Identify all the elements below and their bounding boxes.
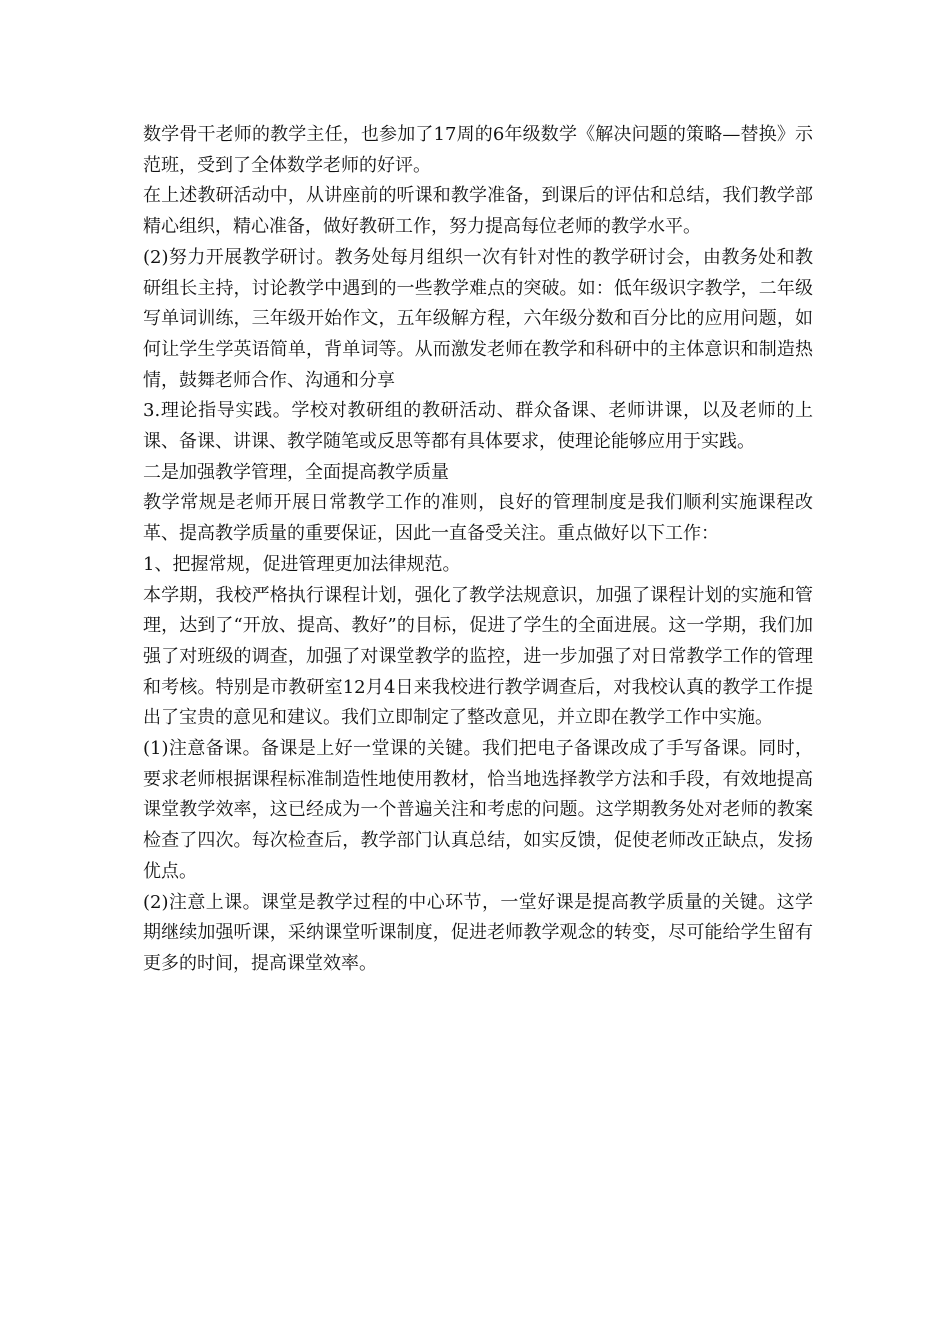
paragraph-6: 教学常规是老师开展日常教学工作的准则，良好的管理制度是我们顺利实施课程改革、提高教学质量的重要保证，因此一直备受关注。重点做好以下工作： <box>143 492 813 545</box>
section-heading: 二是加强教学管理，全面提高教学质量 <box>143 461 449 483</box>
paragraph-8: 本学期，我校严格执行课程计划，强化了教学法规意识，加强了课程计划的实施和管理，达到了“开放、提高、教好”的目标，促进了学生的全面进展。这一学期，我们加强了对班级的调查，加强了对课堂教学的监控，进一步加强了对日常教学工作的管理和考核。特别是市教研室12月4日来我校进行教学调查后，对我校认真的教学工作提出了宝贵的意见和建议。我们立即制定了整改意见，并立即在教学工作中实施。 <box>143 584 813 729</box>
paragraph-3: (2)努力开展教学研讨。教务处每月组织一次有针对性的教学研讨会，由教务处和教研组长主持，讨论教学中遇到的一些教学难点的突破。如：低年级识字教学，二年级写单词训练，三年级开始作文，五年级解方程，六年级分数和百分比的应用问题，如何让学生学英语简单，背单词等。从而激发老师在教学和科研中的主体意识和制造热情，鼓舞老师合作、沟通和分享 <box>143 246 813 391</box>
document-page <box>143 120 813 980</box>
paragraph-9: (1)注意备课。备课是上好一堂课的关键。我们把电子备课改成了手写备课。同时，要求老师根据课程标准制造性地使用教材，恰当地选择教学方法和手段，有效地提高课堂教学效率，这已经成为一个普遍关注和考虑的问题。这学期教务处对老师的教案检查了四次。每次检查后，教学部门认真总结，如实反馈，促使老师改正缺点，发扬优点。 <box>143 738 813 882</box>
paragraph-4: 3.理论指导实践。学校对教研组的教研活动、群众备课、老师讲课，以及老师的上课、备课、讲课、教学随笔或反思等都有具体要求，使理论能够应用于实践。 <box>143 400 813 453</box>
paragraph-10: (2)注意上课。课堂是教学过程的中心环节，一堂好课是提高教学质量的关键。这学期继续加强听课，采纳课堂听课制度，促进老师教学观念的转变，尽可能给学生留有更多的时间，提高课堂效率。 <box>143 891 813 974</box>
paragraph-1: 数学骨干老师的教学主任，也参加了17周的6年级数学《解决问题的策略—替换》示范班，受到了全体数学老师的好评。 <box>143 124 813 176</box>
subheading-1: 1、把握常规，促进管理更加法律规范。 <box>143 553 461 575</box>
paragraph-2: 在上述教研活动中，从讲座前的听课和教学准备，到课后的评估和总结，我们教学部精心组织，精心准备，做好教研工作，努力提高每位老师的教学水平。 <box>143 185 813 238</box>
